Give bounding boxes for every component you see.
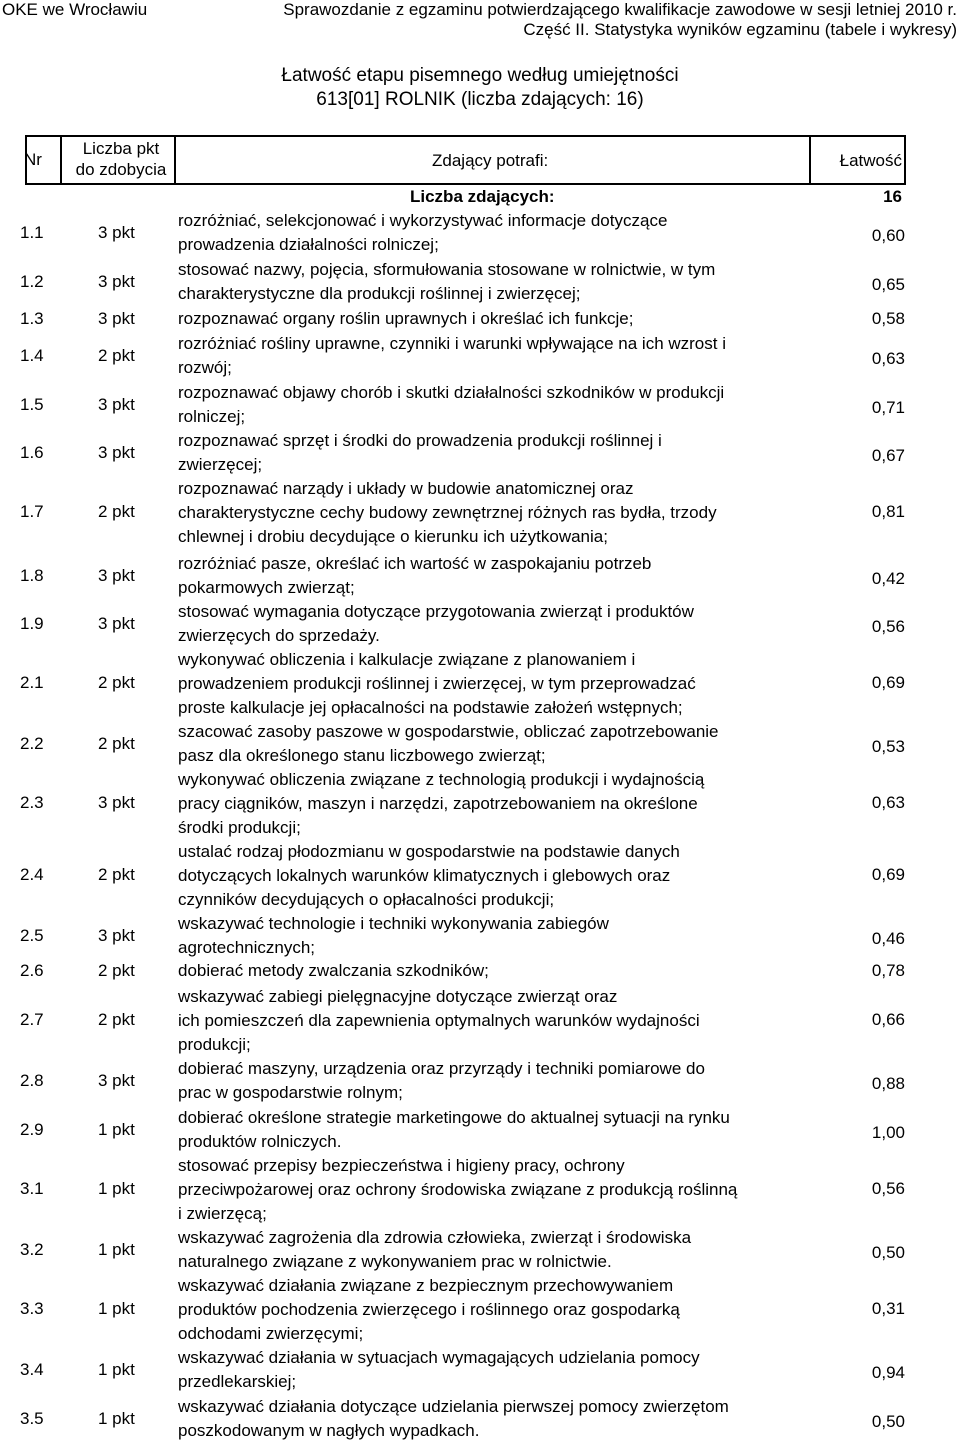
row-ease: 1,00 <box>871 1123 905 1142</box>
row-number: 2.2 <box>20 734 44 753</box>
row-skill <box>178 552 828 600</box>
row-skill-line: rozpoznawać organy roślin uprawnych i określać ich funkcje; <box>178 309 634 328</box>
row-skill <box>178 1395 828 1443</box>
row-points: 3 pkt <box>98 395 135 414</box>
row-points: 3 pkt <box>98 272 135 291</box>
row-skill <box>178 959 828 983</box>
row-number: 2.5 <box>20 926 44 945</box>
row-ease: 0,50 <box>871 1243 905 1262</box>
row-skill-line: prac w gospodarstwie rolnym; <box>178 1083 403 1102</box>
row-skill-line: naturalnego związane z wykonywaniem prac w rolnictwie. <box>178 1252 612 1271</box>
row-skill-line: zwierzęcych do sprzedaży. <box>178 626 380 645</box>
row-points: 1 pkt <box>98 1409 135 1428</box>
report-part-line: Część II. Statystyka wyników egzaminu (tabele i wykresy) <box>523 20 957 39</box>
header-ease: Łatwość <box>839 151 902 170</box>
row-number: 2.6 <box>20 961 44 980</box>
row-skill-line: dotyczących lokalnych warunków klimatycznych i glebowych oraz <box>178 866 671 885</box>
row-skill <box>178 381 828 429</box>
row-skill-line: rozpoznawać narządy i układy w budowie anatomicznej oraz <box>178 479 634 498</box>
row-skill-line: wskazywać działania związane z bezpiecznym przechowywaniem <box>178 1276 674 1295</box>
row-ease: 0,67 <box>871 446 905 465</box>
document-title-line2: 613[01] ROLNIK (liczba zdających: 16) <box>316 89 644 110</box>
row-skill <box>178 720 828 768</box>
row-ease: 0,60 <box>871 226 905 245</box>
row-skill-line: stosować nazwy, pojęcia, sformułowania stosowane w rolnictwie, w tym <box>178 260 716 279</box>
row-points: 2 pkt <box>98 673 135 692</box>
row-skill-line: środki produkcji; <box>178 818 301 837</box>
row-skill-line: prowadzeniem produkcji roślinnej i zwierzęcej, w tym przeprowadzać <box>178 674 696 693</box>
row-points: 2 pkt <box>98 1010 135 1029</box>
row-ease: 0,69 <box>871 865 905 884</box>
row-points: 3 pkt <box>98 309 135 328</box>
row-skill <box>178 477 828 549</box>
row-points: 3 pkt <box>98 566 135 585</box>
row-number: 2.4 <box>20 865 44 884</box>
count-value: 16 <box>883 187 902 206</box>
row-skill-line: charakterystyczne cechy budowy zewnętrznej różnych ras bydła, trzody <box>178 503 717 522</box>
row-skill-line: chlewnej i drobiu decydujące o kierunku ich użytkowania; <box>178 527 608 546</box>
row-ease: 0,56 <box>871 617 905 636</box>
row-points: 3 pkt <box>98 1071 135 1090</box>
row-ease: 0,31 <box>871 1299 905 1318</box>
row-skill-line: ustalać rodzaj płodozmianu w gospodarstwie na podstawie danych <box>178 842 680 861</box>
row-number: 3.4 <box>20 1360 44 1379</box>
row-points: 2 pkt <box>98 346 135 365</box>
row-ease: 0,56 <box>871 1179 905 1198</box>
row-skill-line: dobierać metody zwalczania szkodników; <box>178 961 489 980</box>
row-skill <box>178 1346 828 1394</box>
row-skill-line: rozróżniać, selekcjonować i wykorzystywać informacje dotyczące <box>178 211 668 230</box>
row-skill-line: i zwierzęcą; <box>178 1204 267 1223</box>
row-ease: 0,66 <box>871 1010 905 1029</box>
row-number: 2.9 <box>20 1120 44 1139</box>
row-skill <box>178 209 828 257</box>
row-ease: 0,81 <box>871 502 905 521</box>
row-ease: 0,69 <box>871 673 905 692</box>
row-ease: 0,58 <box>871 309 905 328</box>
row-skill-line: rozpoznawać objawy chorób i skutki działalności szkodników w produkcji <box>178 383 725 402</box>
row-skill-line: pracy ciągników, maszyn i narzędzi, zapotrzebowaniem na określone <box>178 794 698 813</box>
row-ease: 0,46 <box>871 929 905 948</box>
row-number: 2.8 <box>20 1071 44 1090</box>
row-skill-line: agrotechnicznych; <box>178 938 316 957</box>
row-points: 3 pkt <box>98 793 135 812</box>
row-skill-line: charakterystyczne dla produkcji roślinnej i zwierzęcej; <box>178 284 581 303</box>
row-points: 1 pkt <box>98 1240 135 1259</box>
row-number: 2.1 <box>20 673 44 692</box>
row-skill-line: rozpoznawać sprzęt i środki do prowadzenia produkcji roślinnej i <box>178 431 662 450</box>
row-skill <box>178 840 828 912</box>
row-skill-line: wykonywać obliczenia i kalkulacje związane z planowaniem i <box>178 650 636 669</box>
row-skill <box>178 1226 828 1274</box>
row-number: 2.3 <box>20 793 44 812</box>
header-points-line1: Liczba pkt <box>82 139 160 158</box>
row-skill <box>178 1154 828 1226</box>
row-skill-line: zwierzęcej; <box>178 455 263 474</box>
row-number: 3.1 <box>20 1179 44 1198</box>
row-skill <box>178 600 828 648</box>
row-skill-line: wskazywać działania w sytuacjach wymagających udzielania pomocy <box>178 1348 700 1367</box>
row-skill-line: dobierać określone strategie marketingowe do aktualnej sytuacji na rynku <box>178 1108 730 1127</box>
row-skill-line: rozwój; <box>178 358 232 377</box>
row-skill <box>178 332 828 380</box>
row-ease: 0,88 <box>871 1074 905 1093</box>
row-skill-line: ich pomieszczeń dla zapewnienia optymalnych warunków wydajności <box>178 1011 700 1030</box>
row-ease: 0,42 <box>871 569 905 588</box>
row-skill-line: proste kalkulacje jej opłacalności na podstawie założeń wstępnych; <box>178 698 683 717</box>
row-ease: 0,94 <box>871 1363 905 1382</box>
row-number: 1.6 <box>20 443 44 462</box>
row-number: 1.2 <box>20 272 44 291</box>
row-number: 1.3 <box>20 309 44 328</box>
row-ease: 0,63 <box>871 793 905 812</box>
row-skill-line: stosować wymagania dotyczące przygotowania zwierząt i produktów <box>178 602 694 621</box>
row-points: 2 pkt <box>98 502 135 521</box>
row-number: 2.7 <box>20 1010 44 1029</box>
row-skill <box>178 258 828 306</box>
row-skill <box>178 1057 828 1105</box>
row-skill <box>178 1106 828 1154</box>
row-skill-line: szacować zasoby paszowe w gospodarstwie, obliczać zapotrzebowanie <box>178 722 719 741</box>
header-nr: Nr <box>24 150 42 169</box>
row-number: 1.1 <box>20 223 44 242</box>
row-skill-line: stosować przepisy bezpieczeństwa i higieny pracy, ochrony <box>178 1156 625 1175</box>
report-title-line: Sprawozdanie z egzaminu potwierdzającego kwalifikacje zawodowe w sesji letniej 2010 r. <box>283 0 957 19</box>
row-points: 3 pkt <box>98 223 135 242</box>
header-points-line2: do zdobycia <box>75 160 167 179</box>
row-number: 1.9 <box>20 614 44 633</box>
header-skill: Zdający potrafi: <box>432 151 549 170</box>
row-skill-line: produktów pochodzenia zwierzęcego i roślinnego oraz gospodarką <box>178 1300 680 1319</box>
row-ease: 0,53 <box>871 737 905 756</box>
row-skill-line: wykonywać obliczenia związane z technologią produkcji i wydajnością <box>178 770 705 789</box>
row-points: 3 pkt <box>98 443 135 462</box>
row-ease: 0,63 <box>871 349 905 368</box>
row-skill <box>178 307 828 331</box>
row-points: 2 pkt <box>98 961 135 980</box>
row-skill-line: produkcji; <box>178 1035 251 1054</box>
row-points: 1 pkt <box>98 1299 135 1318</box>
row-skill-line: prowadzenia działalności rolniczej; <box>178 235 439 254</box>
row-number: 1.7 <box>20 502 44 521</box>
document-title-line1: Łatwość etapu pisemnego według umiejętności <box>281 65 679 86</box>
row-skill-line: poszkodowanym w nagłych wypadkach. <box>178 1421 480 1440</box>
row-number: 3.3 <box>20 1299 44 1318</box>
row-skill-line: wskazywać działania dotyczące udzielania pierwszej pomocy zwierzętom <box>178 1397 729 1416</box>
count-label: Liczba zdających: <box>410 187 555 206</box>
row-skill-line: przeciwpożarowej oraz ochrony środowiska związane z produkcją roślinną <box>178 1180 738 1199</box>
row-skill-line: produktów rolniczych. <box>178 1132 342 1151</box>
row-ease: 0,65 <box>871 275 905 294</box>
row-points: 2 pkt <box>98 734 135 753</box>
row-points: 3 pkt <box>98 614 135 633</box>
row-skill-line: rolniczej; <box>178 407 246 426</box>
row-skill <box>178 648 828 720</box>
row-skill <box>178 985 828 1057</box>
row-skill-line: wskazywać zagrożenia dla zdrowia człowieka, zwierząt i środowiska <box>178 1228 692 1247</box>
row-number: 1.8 <box>20 566 44 585</box>
row-points: 1 pkt <box>98 1360 135 1379</box>
row-skill-line: czynników decydujących o opłacalności produkcji; <box>178 890 555 909</box>
row-points: 3 pkt <box>98 926 135 945</box>
row-skill-line: rozróżniać rośliny uprawne, czynniki i warunki wpływające na ich wzrost i <box>178 334 726 353</box>
row-skill-line: wskazywać technologie i techniki wykonywania zabiegów <box>178 914 609 933</box>
row-ease: 0,78 <box>871 961 905 980</box>
row-skill-line: dobierać maszyny, urządzenia oraz przyrządy i techniki pomiarowe do <box>178 1059 705 1078</box>
row-skill <box>178 1274 828 1346</box>
row-skill-line: odchodami zwierzęcymi; <box>178 1324 364 1343</box>
row-points: 2 pkt <box>98 865 135 884</box>
row-skill-line: wskazywać zabiegi pielęgnacyjne dotyczące zwierząt oraz <box>178 987 618 1006</box>
row-skill-line: pokarmowych zwierząt; <box>178 578 355 597</box>
row-skill <box>178 768 828 840</box>
row-ease: 0,50 <box>871 1412 905 1431</box>
row-points: 1 pkt <box>98 1120 135 1139</box>
row-points: 1 pkt <box>98 1179 135 1198</box>
row-number: 3.2 <box>20 1240 44 1259</box>
row-skill <box>178 912 828 960</box>
row-skill <box>178 429 828 477</box>
row-number: 1.4 <box>20 346 44 365</box>
row-number: 3.5 <box>20 1409 44 1428</box>
row-skill-line: rozróżniać pasze, określać ich wartość w zaspokajaniu potrzeb <box>178 554 652 573</box>
institution-name: OKE we Wrocławiu <box>2 0 148 19</box>
row-ease: 0,71 <box>871 398 905 417</box>
row-skill-line: pasz dla określonego stanu liczbowego zwierząt; <box>178 746 546 765</box>
row-skill-line: przedlekarskiej; <box>178 1372 297 1391</box>
row-number: 1.5 <box>20 395 44 414</box>
